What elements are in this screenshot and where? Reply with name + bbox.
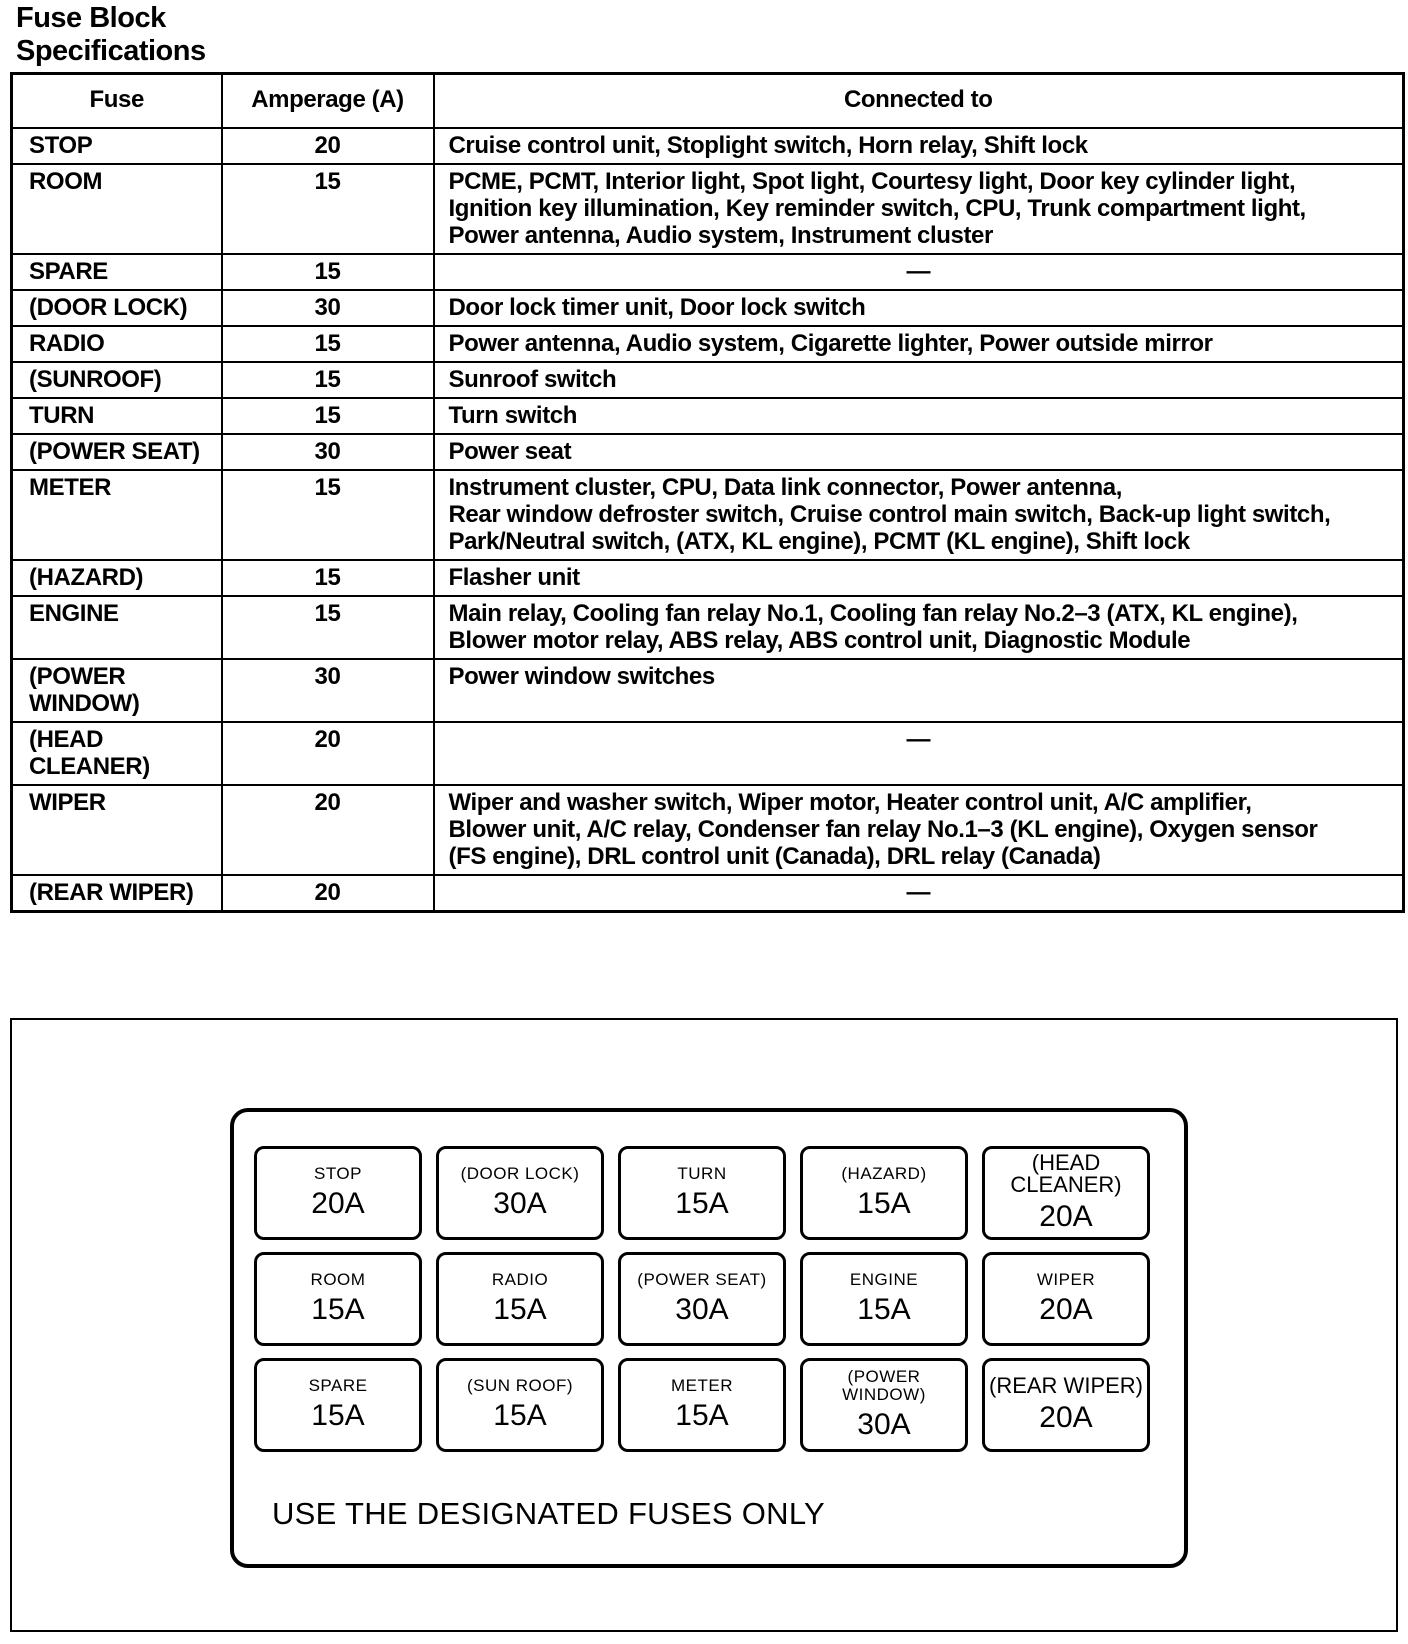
fuse-spec-table xyxy=(10,72,1405,913)
fuse-block-panel xyxy=(230,1108,1188,1568)
fuse-box-amperage: 15A xyxy=(857,1187,911,1220)
cell-connected-to: — xyxy=(434,875,1404,912)
fuse-box xyxy=(982,1146,1150,1240)
cell-amperage: 15 xyxy=(222,362,434,398)
cell-fuse: STOP xyxy=(12,128,222,164)
cell-fuse: TURN xyxy=(12,398,222,434)
cell-connected-to: Turn switch xyxy=(434,398,1404,434)
table-row xyxy=(12,254,1404,290)
fuse-box-amperage: 15A xyxy=(311,1399,365,1432)
fuse-box-name: METER xyxy=(671,1376,733,1395)
table-row xyxy=(12,434,1404,470)
cell-amperage: 20 xyxy=(222,785,434,875)
fuse-box-amperage: 15A xyxy=(493,1293,547,1326)
cell-connected-to: Power seat xyxy=(434,434,1404,470)
header-fuse: Fuse xyxy=(12,74,222,129)
fuse-box-name: RADIO xyxy=(491,1270,549,1289)
fuse-box xyxy=(436,1358,604,1452)
fuse-box-name: (SUN ROOF) xyxy=(466,1376,574,1395)
cell-fuse: (POWER SEAT) xyxy=(12,434,222,470)
fuse-box xyxy=(618,1358,786,1452)
title-line-2: Specifications xyxy=(16,35,206,67)
fuse-box xyxy=(982,1358,1150,1452)
cell-fuse: ROOM xyxy=(12,164,222,254)
cell-connected-to: Cruise control unit, Stoplight switch, Horn relay, Shift lock xyxy=(434,128,1404,164)
table-row xyxy=(12,596,1404,659)
fuse-box xyxy=(800,1146,968,1240)
cell-amperage: 15 xyxy=(222,164,434,254)
fuse-box xyxy=(800,1252,968,1346)
fuse-box xyxy=(618,1252,786,1346)
cell-amperage: 30 xyxy=(222,290,434,326)
fuse-box xyxy=(254,1146,422,1240)
fuse-box-amperage: 15A xyxy=(675,1399,729,1432)
cell-fuse: (SUNROOF) xyxy=(12,362,222,398)
fuse-box xyxy=(254,1358,422,1452)
table-row xyxy=(12,875,1404,912)
cell-fuse: RADIO xyxy=(12,326,222,362)
fuse-box-name: TURN xyxy=(677,1164,727,1183)
cell-amperage: 30 xyxy=(222,659,434,722)
designated-fuses-note: USE THE DESIGNATED FUSES ONLY xyxy=(272,1496,826,1531)
page-title xyxy=(16,2,206,68)
fuse-box xyxy=(436,1146,604,1240)
table-row xyxy=(12,560,1404,596)
fuse-box-name: SPARE xyxy=(308,1376,368,1395)
table-header-row xyxy=(12,74,1404,129)
fuse-box-amperage: 15A xyxy=(493,1399,547,1432)
cell-fuse: (POWER WINDOW) xyxy=(12,659,222,722)
fuse-box-amperage: 20A xyxy=(1039,1401,1093,1434)
fuse-box-name: (POWER SEAT) xyxy=(637,1270,767,1289)
fuse-box-name: WIPER xyxy=(1036,1270,1096,1289)
cell-connected-to: Wiper and washer switch, Wiper motor, Heater control unit, A/C amplifier, Blower unit, A/C relay, Condenser fan relay No.1–3 (KL engine), Oxygen sensor (FS engine), DRL control unit (Canada), DRL relay (Canada) xyxy=(434,785,1404,875)
fuse-box-name: (POWER WINDOW) xyxy=(842,1367,926,1404)
cell-amperage: 15 xyxy=(222,596,434,659)
cell-connected-to: Main relay, Cooling fan relay No.1, Cooling fan relay No.2–3 (ATX, KL engine), Blower motor relay, ABS relay, ABS control unit, Diagnostic Module xyxy=(434,596,1404,659)
cell-fuse: (HEAD CLEANER) xyxy=(12,722,222,785)
table-row xyxy=(12,722,1404,785)
fuse-box-amperage: 20A xyxy=(311,1187,365,1220)
table-row xyxy=(12,398,1404,434)
fuse-box-amperage: 15A xyxy=(857,1293,911,1326)
cell-connected-to: Power window switches xyxy=(434,659,1404,722)
fuse-box-amperage: 30A xyxy=(675,1293,729,1326)
cell-amperage: 15 xyxy=(222,560,434,596)
cell-connected-to: Instrument cluster, CPU, Data link connector, Power antenna, Rear window defroster switch, Cruise control main switch, Back-up light switch, Park/Neutral switch, (ATX, KL engine), PCMT (KL engine), Shift lock xyxy=(434,470,1404,560)
cell-amperage: 15 xyxy=(222,398,434,434)
table-row xyxy=(12,128,1404,164)
fuse-box-name: ENGINE xyxy=(849,1270,919,1289)
header-connected-to: Connected to xyxy=(434,74,1404,129)
cell-amperage: 15 xyxy=(222,254,434,290)
fuse-box-amperage: 20A xyxy=(1039,1200,1093,1233)
fuse-grid xyxy=(254,1146,1150,1452)
fuse-box-name: (REAR WIPER) xyxy=(989,1373,1143,1398)
cell-fuse: (REAR WIPER) xyxy=(12,875,222,912)
cell-fuse: (DOOR LOCK) xyxy=(12,290,222,326)
cell-fuse: SPARE xyxy=(12,254,222,290)
table-row xyxy=(12,362,1404,398)
table-row xyxy=(12,659,1404,722)
fuse-box xyxy=(618,1146,786,1240)
table-row xyxy=(12,785,1404,875)
cell-connected-to: Sunroof switch xyxy=(434,362,1404,398)
cell-connected-to: Flasher unit xyxy=(434,560,1404,596)
title-line-1: Fuse Block xyxy=(16,2,166,34)
fuse-box xyxy=(436,1252,604,1346)
cell-amperage: 15 xyxy=(222,326,434,362)
fuse-box xyxy=(800,1358,968,1452)
table-row xyxy=(12,164,1404,254)
header-amperage: Amperage (A) xyxy=(222,74,434,129)
cell-connected-to: Door lock timer unit, Door lock switch xyxy=(434,290,1404,326)
cell-fuse: WIPER xyxy=(12,785,222,875)
cell-amperage: 20 xyxy=(222,128,434,164)
cell-connected-to: — xyxy=(434,254,1404,290)
table-row xyxy=(12,290,1404,326)
table-row xyxy=(12,326,1404,362)
table-row xyxy=(12,470,1404,560)
fuse-box-amperage: 15A xyxy=(675,1187,729,1220)
cell-connected-to: Power antenna, Audio system, Cigarette lighter, Power outside mirror xyxy=(434,326,1404,362)
cell-amperage: 20 xyxy=(222,722,434,785)
cell-fuse: (HAZARD) xyxy=(12,560,222,596)
fuse-box xyxy=(982,1252,1150,1346)
fuse-box-amperage: 30A xyxy=(493,1187,547,1220)
fuse-box-name: (HAZARD) xyxy=(841,1164,927,1183)
cell-amperage: 30 xyxy=(222,434,434,470)
cell-amperage: 20 xyxy=(222,875,434,912)
fuse-box-name: (HEAD CLEANER) xyxy=(1010,1150,1122,1197)
fuse-box-amperage: 20A xyxy=(1039,1293,1093,1326)
fuse-box-amperage: 30A xyxy=(857,1408,911,1441)
fuse-box-name: ROOM xyxy=(310,1270,366,1289)
fuse-box-name: (DOOR LOCK) xyxy=(460,1164,580,1183)
cell-fuse: METER xyxy=(12,470,222,560)
fuse-box-name: STOP xyxy=(314,1164,362,1183)
cell-connected-to: — xyxy=(434,722,1404,785)
cell-amperage: 15 xyxy=(222,470,434,560)
cell-connected-to: PCME, PCMT, Interior light, Spot light, Courtesy light, Door key cylinder light, Ignition key illumination, Key reminder switch, CPU, Trunk compartment light, Power antenna, Audio system, Instrument cluster xyxy=(434,164,1404,254)
fuse-box-amperage: 15A xyxy=(311,1293,365,1326)
fuse-box xyxy=(254,1252,422,1346)
cell-fuse: ENGINE xyxy=(12,596,222,659)
table-body xyxy=(12,128,1404,912)
